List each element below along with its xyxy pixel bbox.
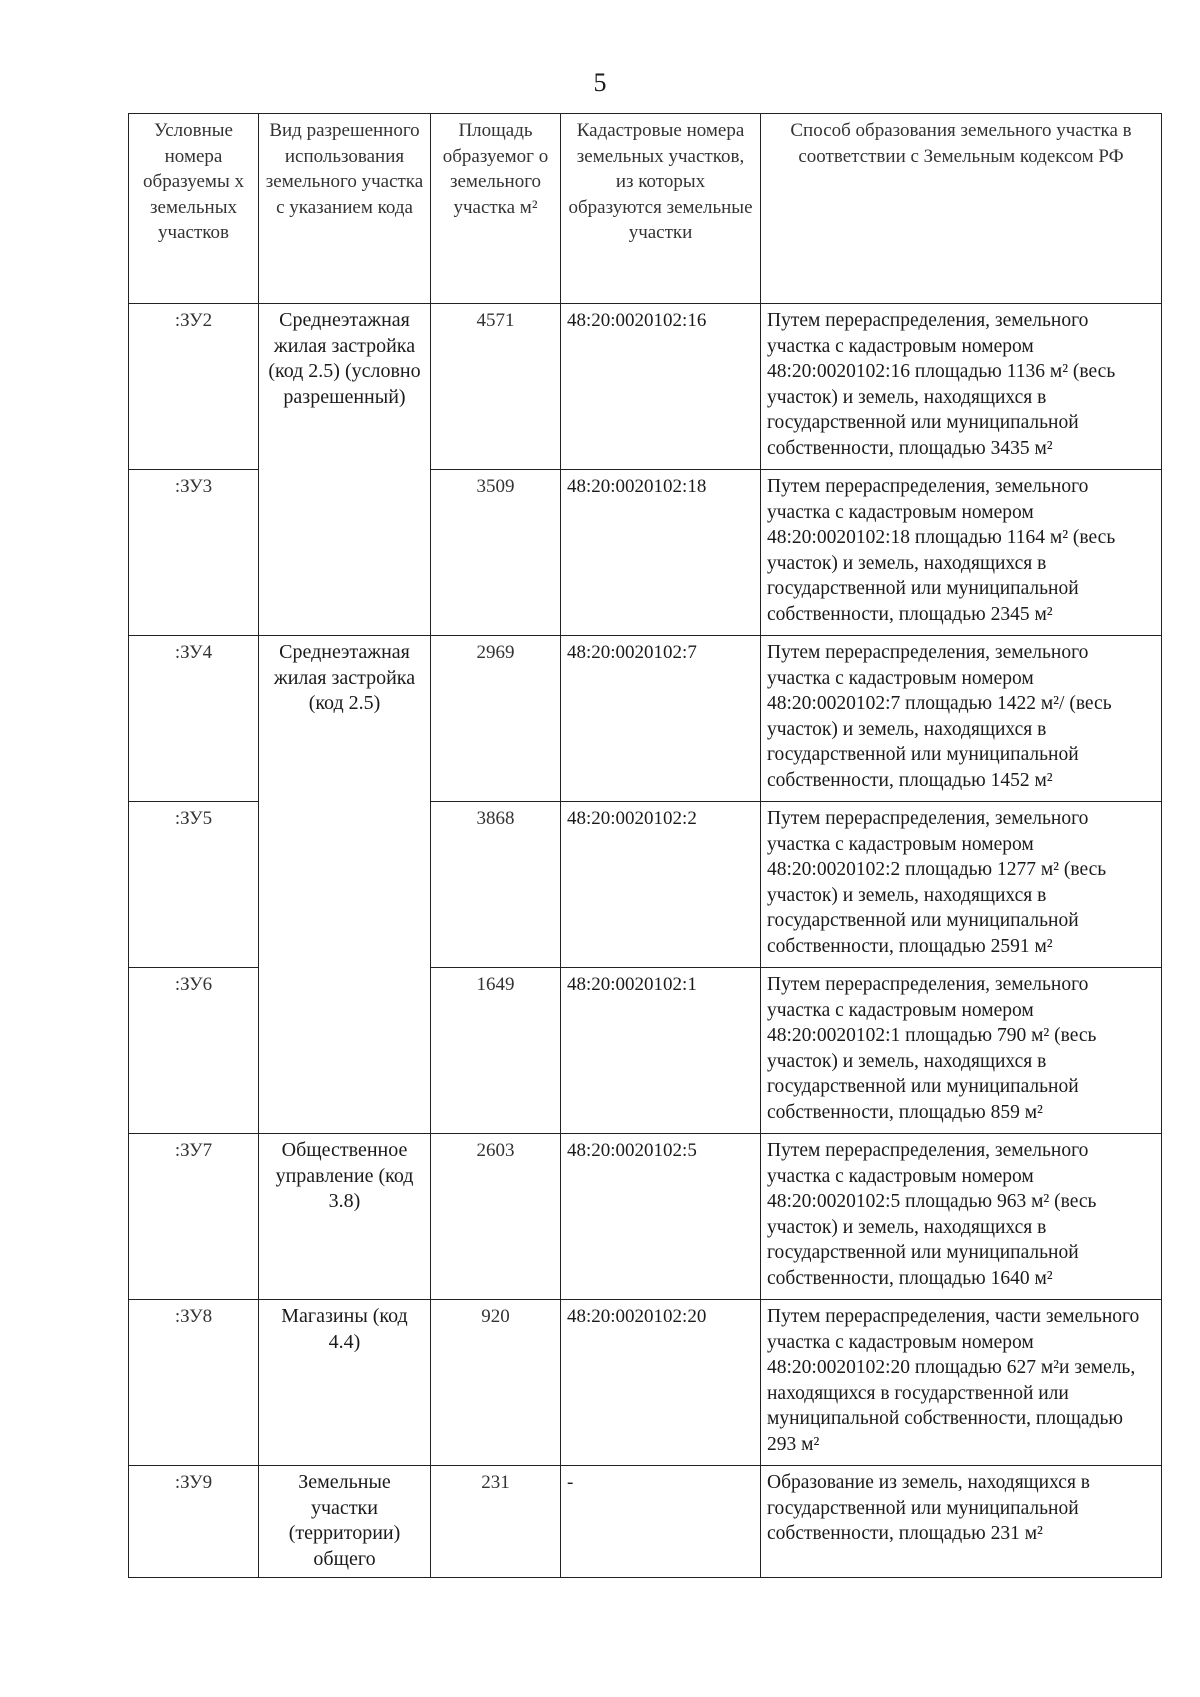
cadastral-number: - xyxy=(561,1466,761,1578)
table-row xyxy=(129,1300,1162,1466)
permitted-use: Магазины (код 4.4) xyxy=(259,1300,431,1466)
page-number: 5 xyxy=(593,68,607,97)
table-row xyxy=(129,1134,1162,1300)
formation-method: Путем перераспределения, земельного участка с кадастровым номером 48:20:0020102:1 площадью 790 м² (весь участок) и земель, находящихся в государственной или муниципальной собственности, площадью 859 м² xyxy=(761,968,1162,1134)
header-plot-number: Условные номера образуемы х земельных участков xyxy=(129,114,259,304)
table-row xyxy=(129,304,1162,470)
formation-method: Путем перераспределения, земельного участка с кадастровым номером 48:20:0020102:2 площадью 1277 м² (весь участок) и земель, находящихся в государственной или муниципальной собственности, площадью 2591 м² xyxy=(761,802,1162,968)
cadastral-number: 48:20:0020102:16 xyxy=(561,304,761,470)
plot-area: 2603 xyxy=(431,1134,561,1300)
cadastral-number: 48:20:0020102:7 xyxy=(561,636,761,802)
plot-number: :ЗУ9 xyxy=(129,1466,259,1578)
plot-area: 3868 xyxy=(431,802,561,968)
plot-area: 1649 xyxy=(431,968,561,1134)
cadastral-number: 48:20:0020102:5 xyxy=(561,1134,761,1300)
header-cadastral-numbers: Кадастровые номера земельных участков, из которых образуются земельные участки xyxy=(561,114,761,304)
cadastral-number: 48:20:0020102:18 xyxy=(561,470,761,636)
header-formation-method: Способ образования земельного участка в соответствии с Земельным кодексом РФ xyxy=(761,114,1162,304)
table-row xyxy=(129,1466,1162,1578)
plot-number: :ЗУ7 xyxy=(129,1134,259,1300)
permitted-use: Общественное управление (код 3.8) xyxy=(259,1134,431,1300)
table-header-row xyxy=(129,114,1162,304)
plot-number: :ЗУ8 xyxy=(129,1300,259,1466)
permitted-use: Среднеэтажная жилая застройка (код 2.5) (условно разрешенный) xyxy=(259,304,431,636)
plot-number: :ЗУ2 xyxy=(129,304,259,470)
plot-area: 2969 xyxy=(431,636,561,802)
header-area: Площадь образуемог о земельного участка м² xyxy=(431,114,561,304)
cadastral-number: 48:20:0020102:1 xyxy=(561,968,761,1134)
cadastral-number: 48:20:0020102:2 xyxy=(561,802,761,968)
header-permitted-use: Вид разрешенного использования земельного участка с указанием кода xyxy=(259,114,431,304)
plot-area: 231 xyxy=(431,1466,561,1578)
formation-method: Путем перераспределения, части земельного участка с кадастровым номером 48:20:0020102:20 площадью 627 м²и земель, находящихся в государственной или муниципальной собственности, площадью 293 м² xyxy=(761,1300,1162,1466)
plot-number: :ЗУ6 xyxy=(129,968,259,1134)
formation-method: Путем перераспределения, земельного участка с кадастровым номером 48:20:0020102:5 площадью 963 м² (весь участок) и земель, находящихся в государственной или муниципальной собственности, площадью 1640 м² xyxy=(761,1134,1162,1300)
permitted-use: Земельные участки (территории) общего xyxy=(259,1466,431,1578)
plot-area: 920 xyxy=(431,1300,561,1466)
land-plots-table xyxy=(128,113,1162,1578)
table-row xyxy=(129,636,1162,802)
cadastral-number: 48:20:0020102:20 xyxy=(561,1300,761,1466)
formation-method: Путем перераспределения, земельного участка с кадастровым номером 48:20:0020102:18 площадью 1164 м² (весь участок) и земель, находящихся в государственной или муниципальной собственности, площадью 2345 м² xyxy=(761,470,1162,636)
plot-number: :ЗУ4 xyxy=(129,636,259,802)
plot-number: :ЗУ3 xyxy=(129,470,259,636)
plot-number: :ЗУ5 xyxy=(129,802,259,968)
permitted-use: Среднеэтажная жилая застройка (код 2.5) xyxy=(259,636,431,1134)
formation-method: Образование из земель, находящихся в государственной или муниципальной собственности, площадью 231 м² xyxy=(761,1466,1162,1578)
formation-method: Путем перераспределения, земельного участка с кадастровым номером 48:20:0020102:16 площадью 1136 м² (весь участок) и земель, находящихся в государственной или муниципальной собственности, площадью 3435 м² xyxy=(761,304,1162,470)
plot-area: 4571 xyxy=(431,304,561,470)
formation-method: Путем перераспределения, земельного участка с кадастровым номером 48:20:0020102:7 площадью 1422 м²/ (весь участок) и земель, находящихся в государственной или муниципальной собственности, площадью 1452 м² xyxy=(761,636,1162,802)
plot-area: 3509 xyxy=(431,470,561,636)
